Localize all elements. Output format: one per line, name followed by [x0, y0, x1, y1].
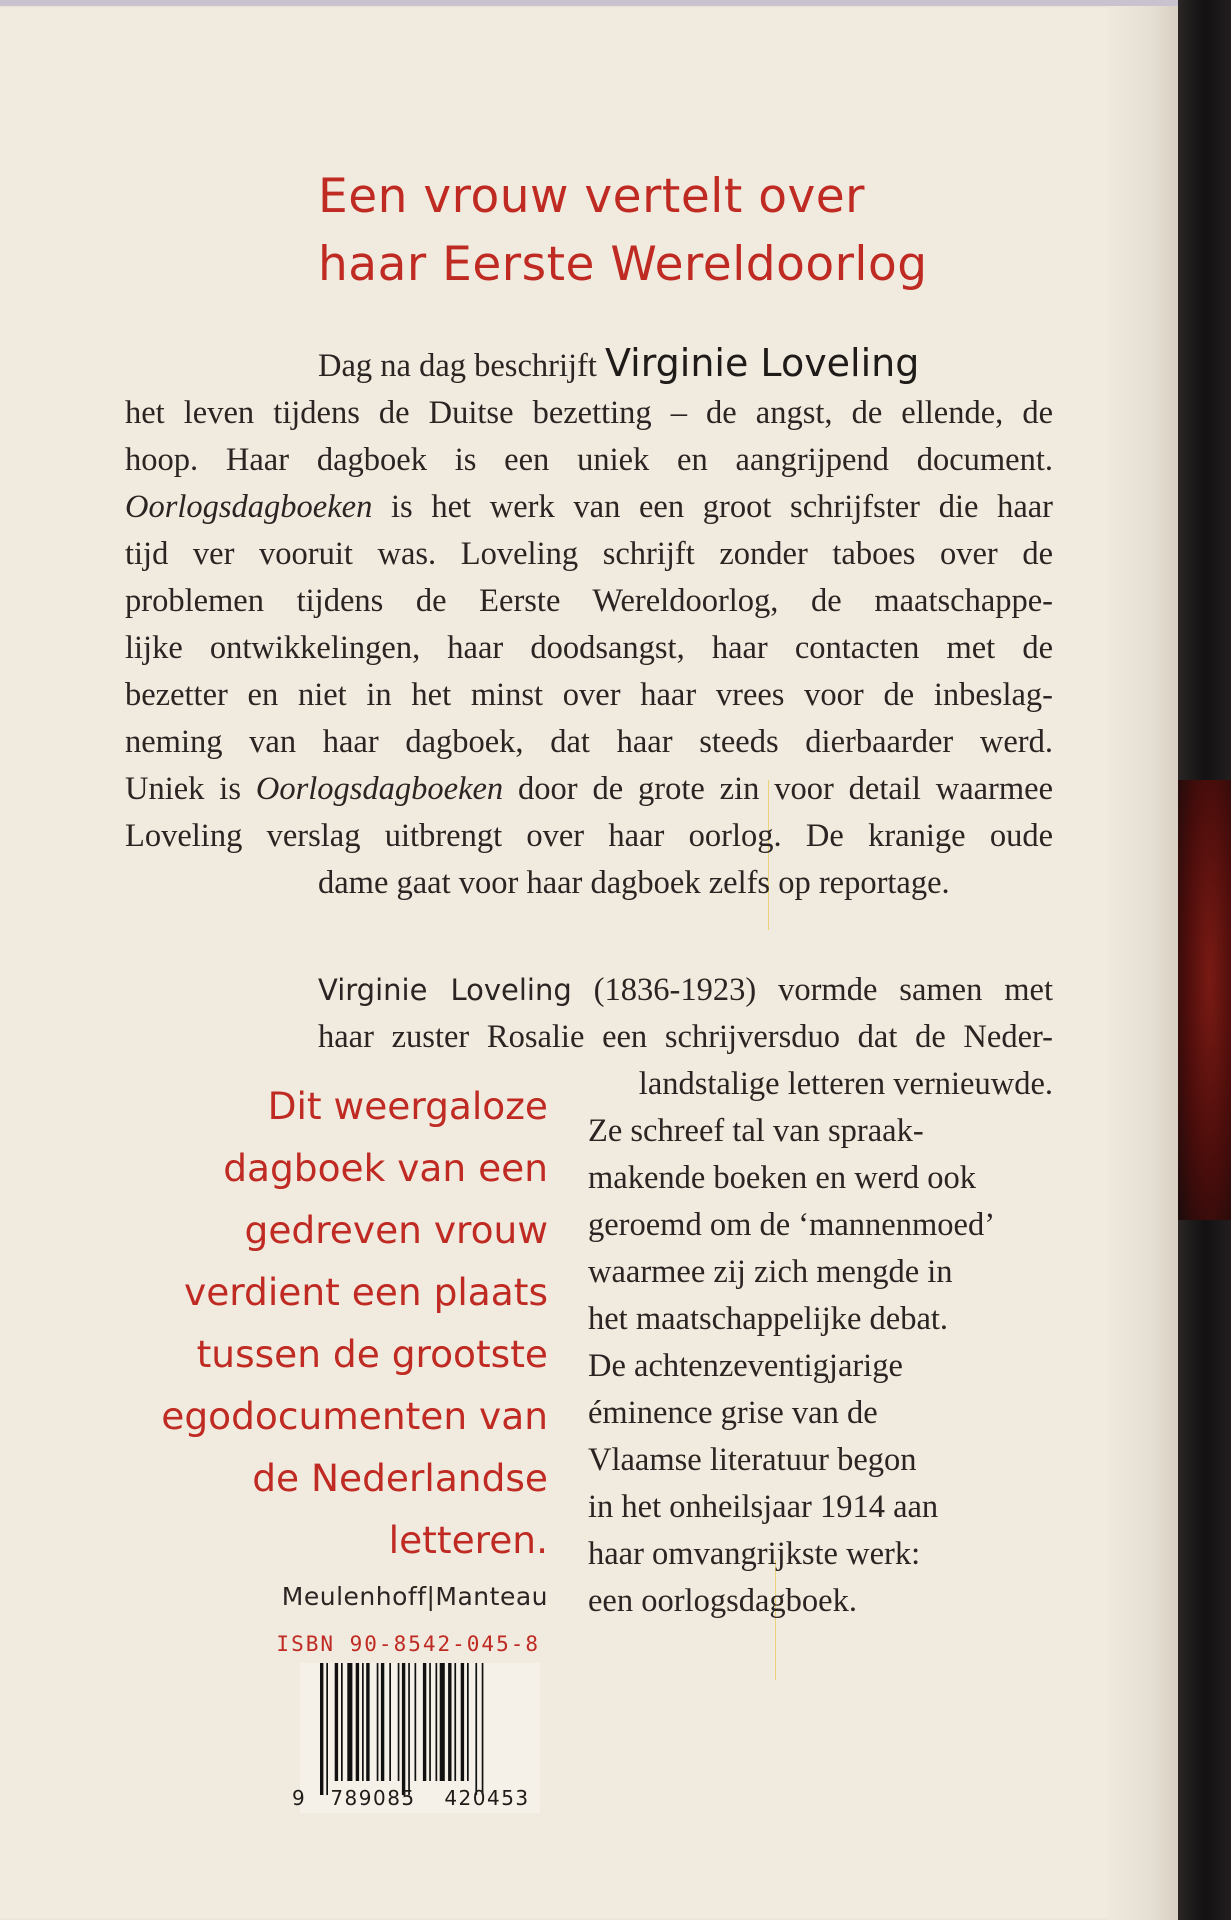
barcode-right-digits: 420453 [444, 1786, 530, 1810]
barcode-bar [402, 1663, 405, 1795]
blurb-line-pre: Uniek is [125, 771, 256, 807]
pull-quote [100, 1075, 548, 1571]
spine-red-artwork [1178, 780, 1231, 1220]
bio-column-line: landstalige letteren vernieuwde. [638, 1066, 1053, 1102]
barcode-bar [326, 1663, 328, 1795]
barcode-bar [461, 1663, 464, 1781]
blurb-line [125, 766, 1053, 813]
barcode-bar [429, 1663, 431, 1781]
barcode-bar [341, 1663, 343, 1781]
author-name: Virginie Loveling [604, 341, 920, 385]
blurb-line: bezetter en niet in het minst over haar vrees voor de inbeslag- [125, 677, 1053, 713]
barcode-bar [366, 1663, 369, 1781]
bio-author-name: Virginie Loveling [318, 973, 572, 1007]
blurb [125, 340, 1053, 907]
bio-column-line: makende boeken en werd ook [588, 1160, 977, 1196]
book-title: Oorlogsdagboeken [125, 489, 373, 525]
bio-column-line: éminence grise van de [588, 1395, 878, 1431]
barcode-bar [423, 1663, 426, 1781]
quote-line: letteren. [388, 1518, 548, 1562]
headline [318, 163, 1078, 299]
barcode-lead-digit: 9 [292, 1786, 307, 1810]
barcode-bar [448, 1663, 451, 1781]
headline-line-2: haar Eerste Wereldoorlog [318, 237, 928, 292]
barcode-bar [467, 1663, 469, 1781]
blurb-intro [125, 340, 1053, 390]
barcode-left-digits: 789085 [330, 1786, 416, 1810]
isbn-number: ISBN 90-8542-045-8 [276, 1632, 540, 1656]
page-edge [1108, 6, 1178, 1920]
blurb-prefix: Dag na dag beschrijft [318, 348, 605, 384]
publisher-name: Meulenhoff|Manteau [281, 1582, 548, 1611]
bio-column-line: in het onheilsjaar 1914 aan [588, 1489, 939, 1525]
barcode-bar [415, 1663, 417, 1781]
bio-column-line: het maatschappelijke debat. [588, 1301, 949, 1337]
barcode-bar [482, 1663, 484, 1795]
barcode-bar [377, 1663, 379, 1781]
barcode-digits [292, 1786, 552, 1810]
quote-line: verdient een plaats [184, 1270, 548, 1314]
barcode-bar [440, 1663, 445, 1781]
quote-line: gedreven vrouw [244, 1208, 548, 1252]
blurb-line-last: dame gaat voor haar dagboek zelfs op reportage. [318, 865, 950, 901]
bio-column-line: Ze schreef tal van spraak- [588, 1113, 924, 1149]
barcode-bar [362, 1663, 364, 1781]
barcode-bar [320, 1663, 323, 1795]
blurb-line: lijke ontwikkelingen, haar doodsangst, haar contacten met de [125, 630, 1053, 666]
quote-line: egodocumenten van [161, 1394, 548, 1438]
blurb-line: tijd ver vooruit was. Loveling schrijft zonder taboes over de [125, 536, 1053, 572]
blurb-line-post: door de grote zin voor detail waarmee [503, 771, 1054, 807]
blurb-line: hoop. Haar dagboek is een uniek en aangrijpend document. [125, 442, 1053, 478]
barcode-bar [356, 1663, 359, 1781]
blurb-line: Loveling verslag uitbrengt over haar oorlog. De kranige oude [125, 818, 1053, 854]
barcode-bar [436, 1663, 438, 1781]
barcode-bar [398, 1663, 400, 1781]
barcode-bar [408, 1663, 410, 1795]
bio-column-line: geroemd om de ‘mannenmoed’ [588, 1207, 996, 1243]
barcode-bar [381, 1663, 384, 1781]
blurb-line: het leven tijdens de Duitse bezetting – de angst, de ellende, de [125, 395, 1053, 431]
barcode-bar [347, 1663, 352, 1781]
bio-line-rest: (1836-1923) vormde samen met [571, 972, 1053, 1008]
blurb-line: neming van haar dagboek, dat haar steeds dierbaarder werd. [125, 724, 1053, 760]
bio-column-line: haar omvangrijkste werk: [588, 1536, 921, 1572]
blurb-line [125, 484, 1053, 531]
blurb-line-rest: is het werk van een groot schrijfster die haar [372, 489, 1053, 525]
quote-line: dagboek van een [223, 1146, 548, 1190]
headline-line-1: Een vrouw vertelt over [318, 169, 866, 224]
bio-column-line: een oorlogsdagboek. [588, 1583, 857, 1619]
bio-column-line: De achtenzeventigjarige [588, 1348, 903, 1384]
barcode-bar [475, 1663, 477, 1795]
barcode-bar [454, 1663, 456, 1781]
barcode-bar [389, 1663, 391, 1781]
quote-line: tussen de grootste [196, 1332, 548, 1376]
bio-line [318, 967, 1053, 1014]
bio-column-line: Vlaamse literatuur begon [588, 1442, 917, 1478]
bio-column [588, 1061, 1053, 1625]
bio-column-line: waarmee zij zich mengde in [588, 1254, 953, 1290]
quote-line: Dit weergaloze [267, 1084, 548, 1128]
barcode-bar [335, 1663, 338, 1781]
blurb-line: problemen tijdens de Eerste Wereldoorlog, de maatschappe- [125, 583, 1053, 619]
bio-intro [318, 967, 1053, 1061]
quote-line: de Nederlandse [252, 1456, 548, 1500]
bio-line: haar zuster Rosalie een schrijversduo dat de Neder- [318, 1019, 1053, 1055]
book-title: Oorlogsdagboeken [255, 771, 504, 807]
